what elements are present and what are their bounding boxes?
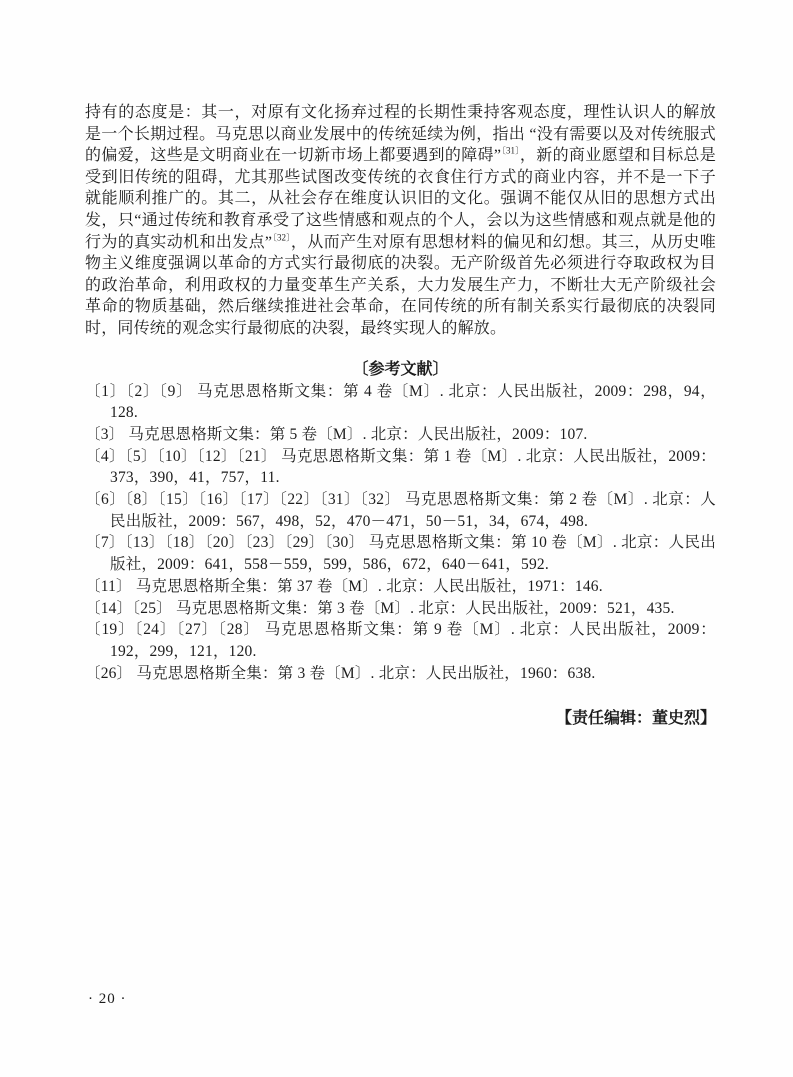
citation-superscript-31: 〔31〕: [501, 145, 520, 156]
reference-entry: 〔7〕〔13〕〔18〕〔20〕〔23〕〔29〕〔30〕 马克思恩格斯文集：第 10 卷〔M〕. 北京：人民出版社，2009：641，558－559，599，586，672，640－641，592.: [85, 534, 716, 574]
editor-credit: 【责任编辑：董史烈】: [555, 710, 716, 728]
page-content: [85, 86, 716, 728]
reference-entry: 〔19〕〔24〕〔27〕〔28〕 马克思恩格斯文集：第 9 卷〔M〕. 北京：人民出版社，2009：192，299，121，120.: [85, 621, 716, 660]
page-number: · 20 ·: [88, 991, 127, 1007]
body-text-segment: ，从而产生对原有思想材料的偏见和幻想。其三，从历史唯物主义维度强调以革命的方式实行最彻底的决裂。无产阶级首先必须进行夺取政权为目的政治革命，利用政权的力量变革生产关系，大力发展生产力，不断壮大无产阶级社会革命的物质基础，然后继续推进社会革命，在同传统的所有制关系实行最彻底的决裂同时，同传统的观念实行最彻底的决裂，最终实现人的解放。: [85, 233, 716, 337]
body-text-segment: 持有的态度是：其一，对原有文化扬弃过程的长期性秉持客观态度，理性认识人的解放是一个长期过程。马克思以商业发展中的传统延续为例，指出 “没有需要以及对传统服式的偏爱，这些是文明商业在一切新市场上都要遇到的障碍”: [85, 104, 716, 165]
body-text-segment: ，新的商业愿望和目标总是受到旧传统的阻碍，尤其那些试图改变传统的衣食住行方式的商业内容，并不是一下子就能顺利推广的。其二，从社会存在维度认识旧的文化。强调不能仅从旧的思想方式出发，只“通过传统和教育承受了这些情感和观点的个人，会以为这些情感和观点就是他的行为的真实动机和出发点”: [85, 147, 716, 251]
reference-entry: 〔3〕 马克思恩格斯文集：第 5 卷〔M〕. 北京：人民出版社，2009：107.: [85, 425, 588, 443]
reference-entry: 〔1〕〔2〕〔9〕 马克思恩格斯文集：第 4 卷〔M〕. 北京：人民出版社，2009：298，94，128.: [85, 382, 716, 422]
citation-superscript-32: 〔32〕: [272, 232, 291, 243]
reference-entry: 〔6〕〔8〕〔15〕〔16〕〔17〕〔22〕〔31〕〔32〕 马克思恩格斯文集：第 2 卷〔M〕. 北京：人民出版社，2009：567，498，52，470－471，50－51，34，674，498.: [85, 491, 716, 530]
references-heading: 〔参考文献〕: [352, 360, 449, 378]
reference-entry: 〔4〕〔5〕〔10〕〔12〕〔21〕 马克思恩格斯文集：第 1 卷〔M〕. 北京：人民出版社，2009：373，390，41，757，11.: [85, 447, 716, 487]
body-paragraph: [85, 102, 716, 340]
reference-entry: 〔11〕 马克思恩格斯全集：第 37 卷〔M〕. 北京：人民出版社，1971：146.: [85, 577, 603, 595]
reference-entry: 〔26〕 马克思恩格斯全集：第 3 卷〔M〕. 北京：人民出版社，1960：638.: [85, 664, 596, 682]
reference-entry: 〔14〕〔25〕 马克思恩格斯文集：第 3 卷〔M〕. 北京：人民出版社，2009：521，435.: [85, 599, 675, 617]
references-list: [85, 381, 716, 685]
